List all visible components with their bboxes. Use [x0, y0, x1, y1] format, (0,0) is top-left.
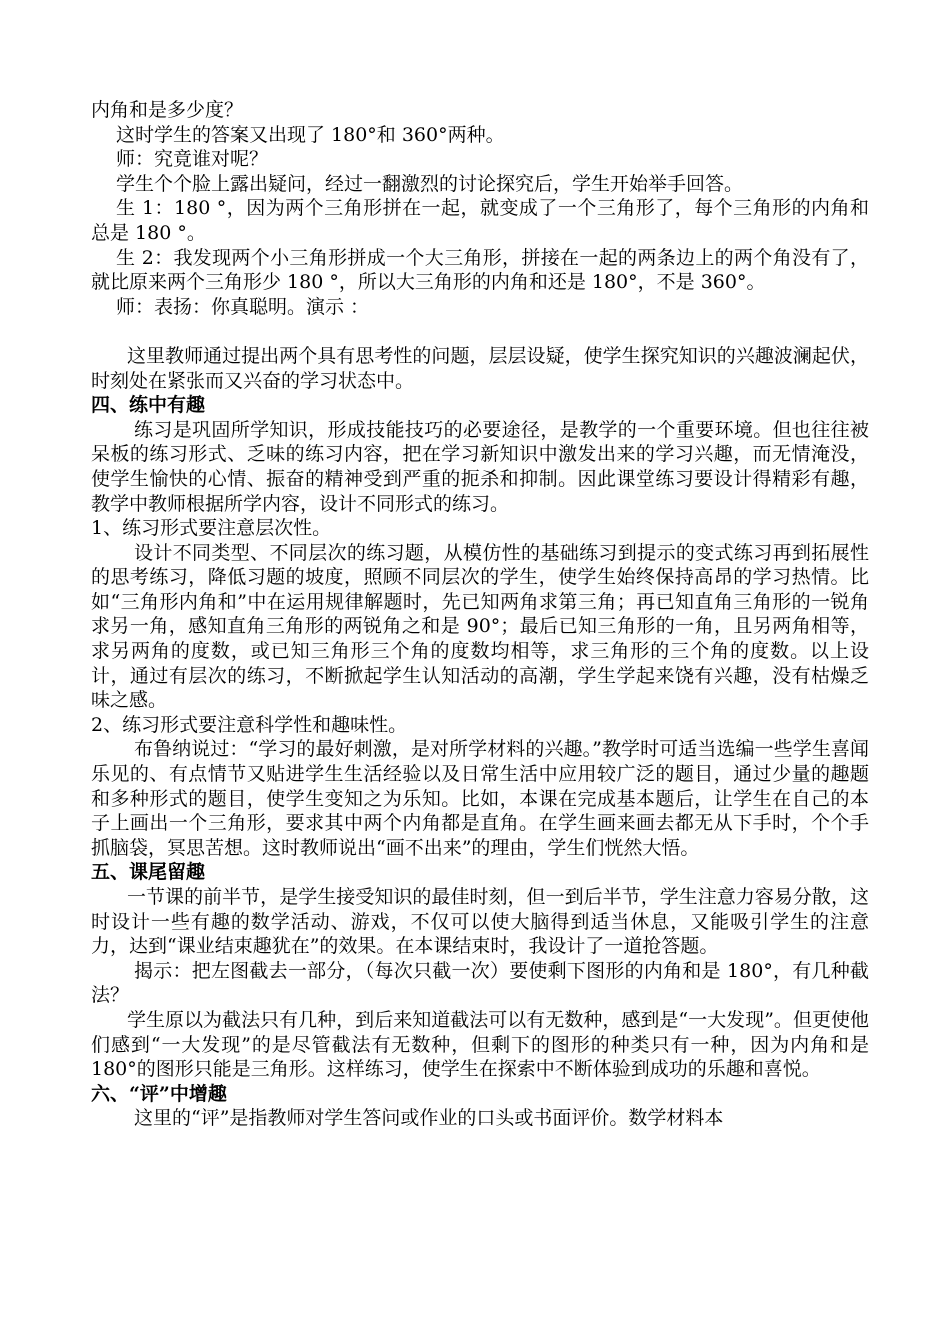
paragraph: 这里的“评”是指教师对学生答问或作业的口头或书面评价。数学材料本 [134, 1107, 724, 1130]
paragraph: 内角和是多少度？ [91, 99, 244, 121]
paragraph: 学生原以为截法只有几种，到后来知道截法可以有无数种，感到是“一大发现”。但更使他们感到“一大发现”的是尽管截法有无数种，但剩下的图形的种类只有一种，因为内角和是 180°的图形只能是三角形。这样练习，使学生在探索中不断体验到成功的乐趣和喜悦。 [91, 1008, 869, 1081]
paragraph: 师：表扬：你真聪明。演示 ： [116, 295, 370, 318]
paragraph: 设计不同类型、不同层次的练习题，从模仿性的基础练习到提示的变式练习再到拓展性的思考练习，降低习题的坡度，照顾不同层次的学生，使学生始终保持高昂的学习热情。比如“三角形内角和”中在运用规律解题时，先已知两角求第三角；再已知直角三角形的一锐角求另一角，感知直角三角形的两锐角之和是 90°；最后已知三角形的一角，且另两角相等，求另两角的度数，或已知三角形三个角的度数均相等，求三角形的三个角的度数。以上设计，通过有层次的练习，不断掀起学生认知活动的高潮，学生学起来饶有兴趣，没有枯燥乏味之感。 [91, 541, 869, 712]
document-page [91, 98, 869, 1131]
section-heading-6: 六、“评”中增趣 [91, 1082, 227, 1105]
paragraph: 这里教师通过提出两个具有思考性的问题，层层设疑，使学生探究知识的兴趣波澜起伏，时刻处在紧张而又兴奋的学习状态中。 [91, 344, 869, 392]
paragraph: 师：究竟谁对呢？ [116, 148, 269, 171]
subheading-2: 2、练习形式要注意科学性和趣味性。 [91, 713, 408, 736]
paragraph: 一节课的前半节，是学生接受知识的最佳时刻，但一到后半节，学生注意力容易分散，这时设计一些有趣的数学活动、游戏，不仅可以使大脑得到适当休息，又能吸引学生的注意力，达到“课业结束趣犹在”的效果。在本课结束时，我设计了一道抢答题。 [91, 886, 869, 958]
paragraph: 这时学生的答案又出现了 180°和 360°两种。 [116, 123, 505, 146]
section-heading-4: 四、练中有趣 [91, 394, 206, 417]
paragraph: 学生个个脸上露出疑问，经过一翻激烈的讨论探究后，学生开始举手回答。 [116, 172, 744, 195]
paragraph: 布鲁纳说过：“学习的最好刺激，是对所学材料的兴趣。”教学时可适当选编一些学生喜闻乐见的、有点情节又贴进学生生活经验以及日常生活中应用较广泛的题目，通过少量的趣题和多种形式的题目，使学生变知之为乐知。比如，本课在完成基本题后，让学生在自己的本子上画出一个三角形，要求其中两个内角都是直角。在学生画来画去都无从下手时，个个手抓脑袋，冥思苦想。这时教师说出“画不出来”的理由，学生们恍然大悟。 [91, 738, 869, 859]
paragraph: 生 2：我发现两个小三角形拼成一个大三角形，拼接在一起的两条边上的两个角没有了，就比原来两个三角形少 180 °，所以大三角形的内角和还是 180°，不是 360°。 [91, 246, 869, 294]
paragraph: 揭示：把左图截去一部分，（每次只截一次）要使剩下图形的内角和是 180°，有几种截法？ [91, 959, 869, 1007]
paragraph: 生 1：180 °，因为两个三角形拼在一起，就变成了一个三角形了，每个三角形的内角和总是 180 °。 [91, 197, 869, 244]
blank-line [91, 319, 869, 344]
paragraph: 练习是巩固所学知识，形成技能技巧的必要途径，是教学的一个重要环境。但也往往被呆板的练习形式、乏味的练习内容，把在学习新知识中激发出来的学习兴趣，而无情淹没，使学生愉快的心情、振奋的精神受到严重的扼杀和抑制。因此课堂练习要设计得精彩有趣，教学中教师根据所学内容，设计不同形式的练习。 [91, 418, 869, 515]
subheading-1: 1、练习形式要注意层次性。 [91, 517, 332, 540]
section-heading-5: 五、课尾留趣 [91, 861, 206, 884]
